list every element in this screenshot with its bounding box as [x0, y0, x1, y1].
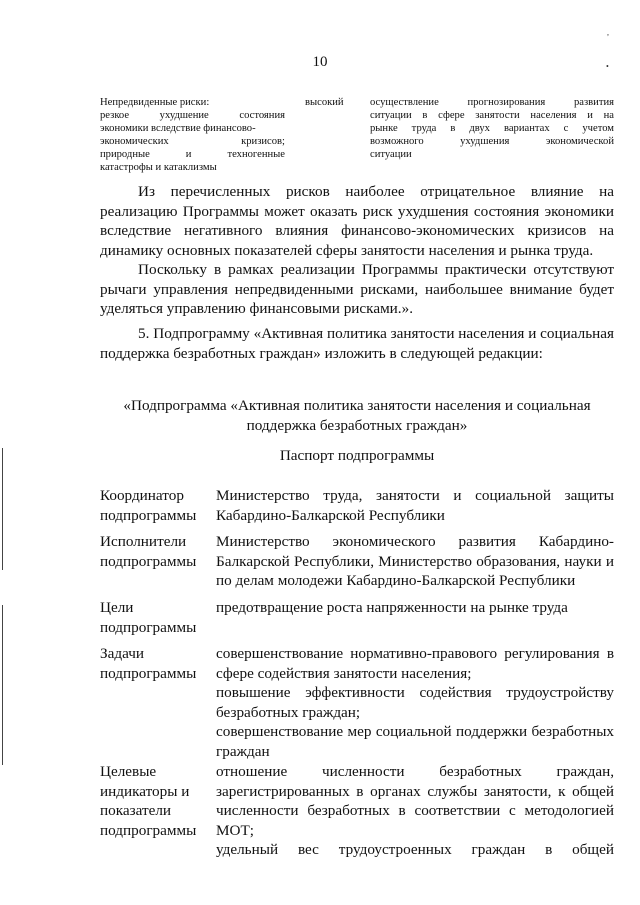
passport-value: Министерство труда, занятости и социальной защиты Кабардино-Балкарской Республики: [216, 487, 614, 524]
risk-level: высокий: [305, 97, 344, 108]
passport-value: [216, 762, 614, 860]
risk-measures-line: осуществление прогнозирования развития: [370, 97, 614, 108]
risk-measures: [370, 96, 614, 161]
passport-value: [216, 644, 614, 761]
risk-paragraphs: [100, 182, 614, 319]
amendment-paragraph: [100, 324, 614, 363]
risk-measures-line: ситуации в сфере занятости населения и на: [370, 110, 614, 121]
risk-description-line: резкое ухудшение состояния: [100, 110, 285, 121]
passport-label: Целевые индикаторы и показатели подпрограммы: [100, 763, 197, 839]
task-item: совершенствование мер социальной поддержки безработных граждан: [216, 723, 614, 760]
passport-label: Задачи подпрограммы: [100, 645, 197, 682]
task-item: совершенствование нормативно-правового регулирования в сфере содействия занятости населения;: [216, 645, 614, 682]
risk-description-line: катастрофы и катаклизмы: [100, 162, 217, 173]
page-number: 10: [312, 54, 328, 70]
paragraph-risk-impact: Из перечисленных рисков наиболее отрицательное влияние на реализацию Программы может оказать риск ухудшения состояния экономики вследствие негативного влияния финансово-экономических кризисов на динамику основных показателей сферы занятости населения и рынка труда.: [100, 183, 614, 259]
task-item: повышение эффективности содействия трудоустройству безработных граждан;: [216, 684, 614, 721]
risk-description-line: экономических кризисов;: [100, 136, 285, 147]
passport-label: Цели подпрограммы: [100, 599, 197, 636]
risk-description-line: Непредвиденные риски:: [100, 97, 210, 108]
risk-description-line: экономики вследствие финансово-: [100, 123, 256, 134]
passport-value: предотвращение роста напряженности на рынке труда: [216, 599, 568, 616]
passport-label: Координатор подпрограммы: [100, 487, 197, 524]
scan-edge-line: [2, 448, 3, 570]
scan-mark: •: [606, 62, 609, 71]
passport-value: Министерство экономического развития Кабардино-Балкарской Республики, Министерство образования, науки и по делам молодежи Кабардино-Балкарской Республики: [216, 533, 614, 589]
target-item: отношение численности безработных граждан, зарегистрированных в органах службы занятости, к общей численности безработных в соответствии с методологией МОТ;: [216, 763, 614, 839]
risk-measures-line: возможного ухудшения экономической: [370, 136, 614, 147]
subprogram-title: «Подпрограмма «Активная политика занятости населения и социальная поддержка безработных граждан»: [123, 397, 591, 434]
scan-mark: ,: [607, 28, 609, 37]
passport-label: Исполнители подпрограммы: [100, 533, 197, 570]
risk-measures-line: рынке труда в двух вариантах с учетом: [370, 123, 614, 134]
scan-edge-line: [2, 605, 3, 765]
risk-measures-line: ситуации: [370, 149, 412, 160]
paragraph-amendment: 5. Подпрограмму «Активная политика занятости населения и социальная поддержка безработных граждан» изложить в следующей редакции:: [100, 325, 614, 362]
risk-description-line: природные и техногенные: [100, 149, 285, 160]
paragraph-risk-management: Поскольку в рамках реализации Программы практически отсутствуют рычаги управления непредвиденными рисками, наибольшее внимание будет уделяться управлению финансовыми рисками.».: [100, 261, 614, 317]
passport-title: Паспорт подпрограммы: [279, 447, 435, 464]
risk-description: [100, 96, 285, 174]
target-item: удельный вес трудоустроенных граждан в общей: [216, 841, 614, 858]
